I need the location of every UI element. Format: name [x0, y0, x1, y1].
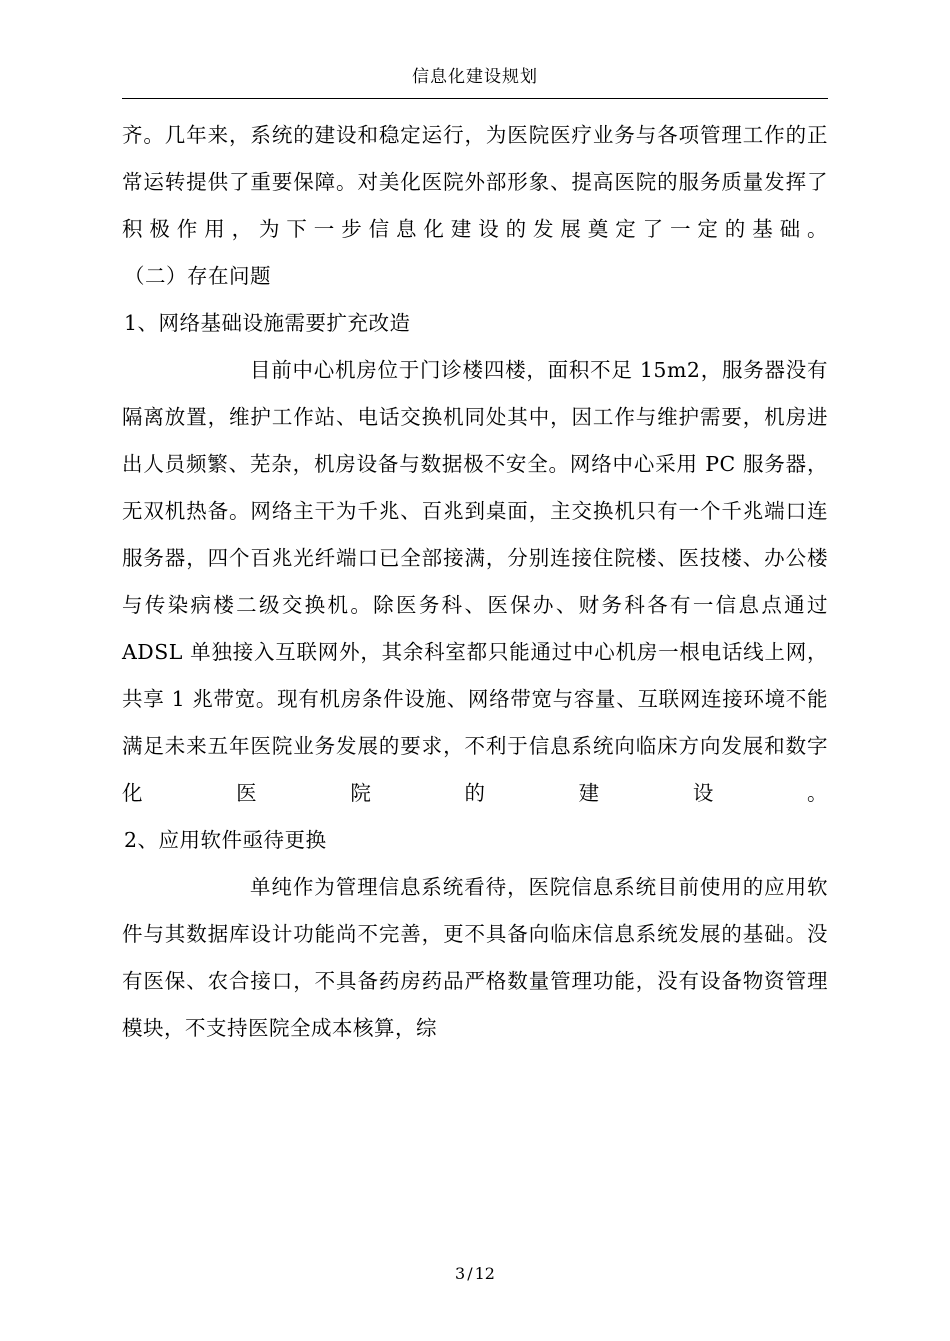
paragraph-continuation: 齐。几年来，系统的建设和稳定运行，为医院医疗业务与各项管理工作的正常运转提供了重要保障。对美化医院外部形象、提高医院的服务质量发挥了积极作用，为下一步信息化建设的发展奠定了一定的基础。 — [122, 123, 828, 241]
header-divider — [122, 98, 828, 99]
subsection-heading-network: 1、网络基础设施需要扩充改造 — [124, 311, 411, 335]
subsection-heading-software: 2、应用软件亟待更换 — [124, 828, 327, 852]
page-number-total: 12 — [474, 1264, 495, 1283]
paragraph-software-detail: 单纯作为管理信息系统看待，医院信息系统目前使用的应用软件与其数据库设计功能尚不完善，更不具备向临床信息系统发展的基础。没有医保、农合接口，不具备药房药品严格数量管理功能，没有设备物资管理模块，不支持医院全成本核算，综 — [122, 875, 828, 1040]
page-header-title: 信息化建设规划 — [412, 67, 538, 87]
page-number-separator: / — [467, 1264, 473, 1283]
section-heading-problems: （二）存在问题 — [124, 264, 271, 288]
page-footer — [0, 1264, 950, 1283]
document-body — [122, 112, 828, 1052]
paragraph-network-detail: 目前中心机房位于门诊楼四楼，面积不足 15m2，服务器没有隔离放置，维护工作站、电话交换机同处其中，因工作与维护需要，机房进出人员频繁、芜杂，机房设备与数据极不安全。网络中心采用 PC 服务器，无双机热备。网络主干为千兆、百兆到桌面，主交换机只有一个千兆端口连服务器，四个百兆光纤端口已全部接满，分别连接住院楼、医技楼、办公楼与传染病楼二级交换机。除医务科、医保办、财务科各有一信息点通过 ADSL 单独接入互联网外，其余科室都只能通过中心机房一根电话线上网，共享 1 兆带宽。现有机房条件设施、网络带宽与容量、互联网连接环境不能满足未来五年医院业务发展的要求，不利于信息系统向临床方向发展和数字化医院的建设。 — [122, 358, 828, 805]
page-number-current: 3 — [455, 1264, 466, 1283]
